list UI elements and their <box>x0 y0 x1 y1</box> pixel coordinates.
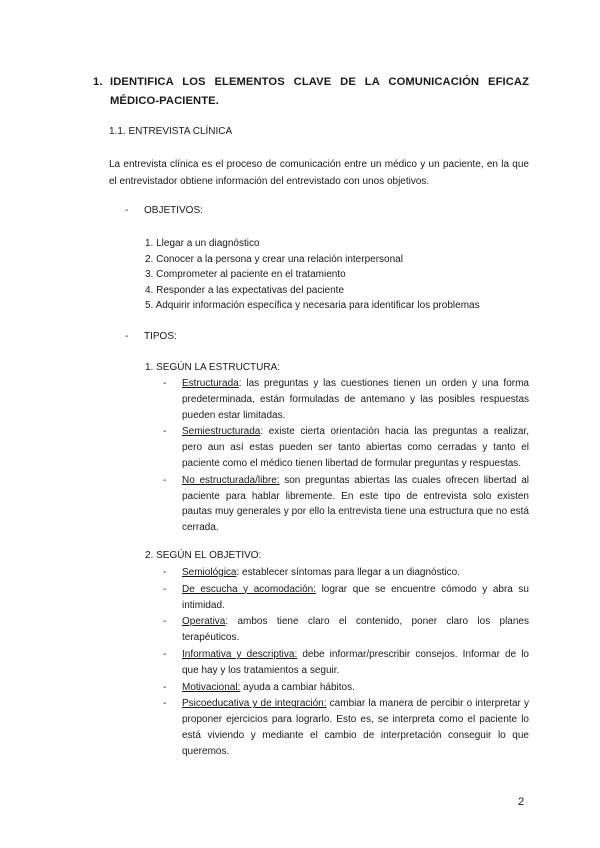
dash-marker: - <box>163 616 167 628</box>
list-item <box>163 424 529 471</box>
list-item <box>163 696 529 759</box>
definition: : las preguntas y las cuestiones tienen un orden y una forma predeterminada, están formuladas de antemano y las posibles respuestas pueden estar limitadas. <box>182 378 529 421</box>
dash-marker: - <box>163 426 167 438</box>
intro-paragraph: La entrevista clínica es el proceso de comunicación entre un médico y un paciente, en la que el entrevistador obtiene información del entrevistado con unos objetivos. <box>109 159 529 187</box>
list-item: 4. Responder a las expectativas del paciente <box>145 284 345 296</box>
list-item: 2. Conocer a la persona y crear una relación interpersonal <box>145 253 403 265</box>
list-item <box>163 565 529 581</box>
dash-marker: - <box>163 648 167 660</box>
tipos-title: TIPOS: <box>144 331 177 342</box>
list-item <box>163 647 529 679</box>
list-item <box>163 376 529 423</box>
definition: : ambos tiene claro el contenido, poner claro los planes terapéuticos. <box>182 616 529 644</box>
dash-marker: - <box>163 378 167 389</box>
objetivos-title: OBJETIVOS: <box>144 205 203 216</box>
estructura-title: 1. SEGÚN LA ESTRUCTURA: <box>145 362 281 373</box>
list-item <box>163 473 529 536</box>
definition: ayuda a cambiar hábitos. <box>240 681 355 693</box>
dash-marker: - <box>125 205 129 216</box>
term: No estructurada/libre: <box>182 474 280 486</box>
objetivos-list <box>145 236 480 314</box>
term: De escucha y acomodación: <box>182 583 316 595</box>
term: Semiológica <box>182 567 237 578</box>
term: Motivacional: <box>182 681 241 693</box>
heading-number: 1. <box>93 76 103 88</box>
list-item: 1. Llegar a un diagnóstico <box>145 238 260 249</box>
list-item: 5. Adquirir información específica y necesaria para identificar los problemas <box>145 300 480 312</box>
term: Informativa y descriptiva: <box>182 648 298 660</box>
term: Operativa <box>182 616 226 628</box>
dash-marker: - <box>163 583 167 595</box>
section-heading <box>93 73 529 111</box>
definition: cambiar la manera de percibir o interpretar y proponer ejercicios para lograrlo. Esto es, se interpreta como el paciente lo está viviendo y mediante el cambio de interpretación conseguir lo que queremos. <box>182 698 530 757</box>
dash-marker: - <box>163 698 167 710</box>
definition: debe informar/prescribir consejos. Informar de lo que hay y los tratamientos a seguir. <box>182 648 529 676</box>
list-item <box>163 614 529 646</box>
list-item <box>163 680 529 696</box>
dash-marker: - <box>163 474 167 486</box>
objetivo-list <box>163 565 529 761</box>
term: Semiestructurada <box>182 426 261 438</box>
definition: lograr que se encuentre cómodo y abra su intimidad. <box>182 583 529 611</box>
heading-title: IDENTIFICA LOS ELEMENTOS CLAVE DE LA COMUNICACIÓN EFICAZ MÉDICO-PACIENTE. <box>110 76 529 107</box>
estructura-list <box>163 376 529 537</box>
subsection-heading: 1.1. ENTREVISTA CLÍNICA <box>109 126 233 137</box>
dash-marker: - <box>163 567 167 578</box>
definition: son preguntas abiertas las cuales ofrecen libertad al paciente para hablar libremente. En este tipo de entrevista solo existen pautas muy generales y por ello la entrevista tiene una estructura que no está cerrada. <box>182 474 529 534</box>
page-number: 2 <box>518 796 525 808</box>
list-item: 3. Comprometer al paciente en el tratamiento <box>145 269 346 281</box>
list-item <box>163 582 529 614</box>
objetivo-title: 2. SEGÚN EL OBJETIVO: <box>145 550 262 561</box>
dash-marker: - <box>125 331 129 342</box>
definition: : establecer síntomas para llegar a un diagnóstico. <box>236 567 460 578</box>
definition: : existe cierta orientación hacia las preguntas a realizar, pero aun así estas pueden ser tanto abiertas como cerradas y tanto el paciente como el médico tienen libertad de formular preguntas y respuestas. <box>182 426 529 469</box>
term: Psicoeducativa y de integración: <box>182 698 327 710</box>
term: Estructurada <box>182 378 239 389</box>
dash-marker: - <box>163 681 167 693</box>
